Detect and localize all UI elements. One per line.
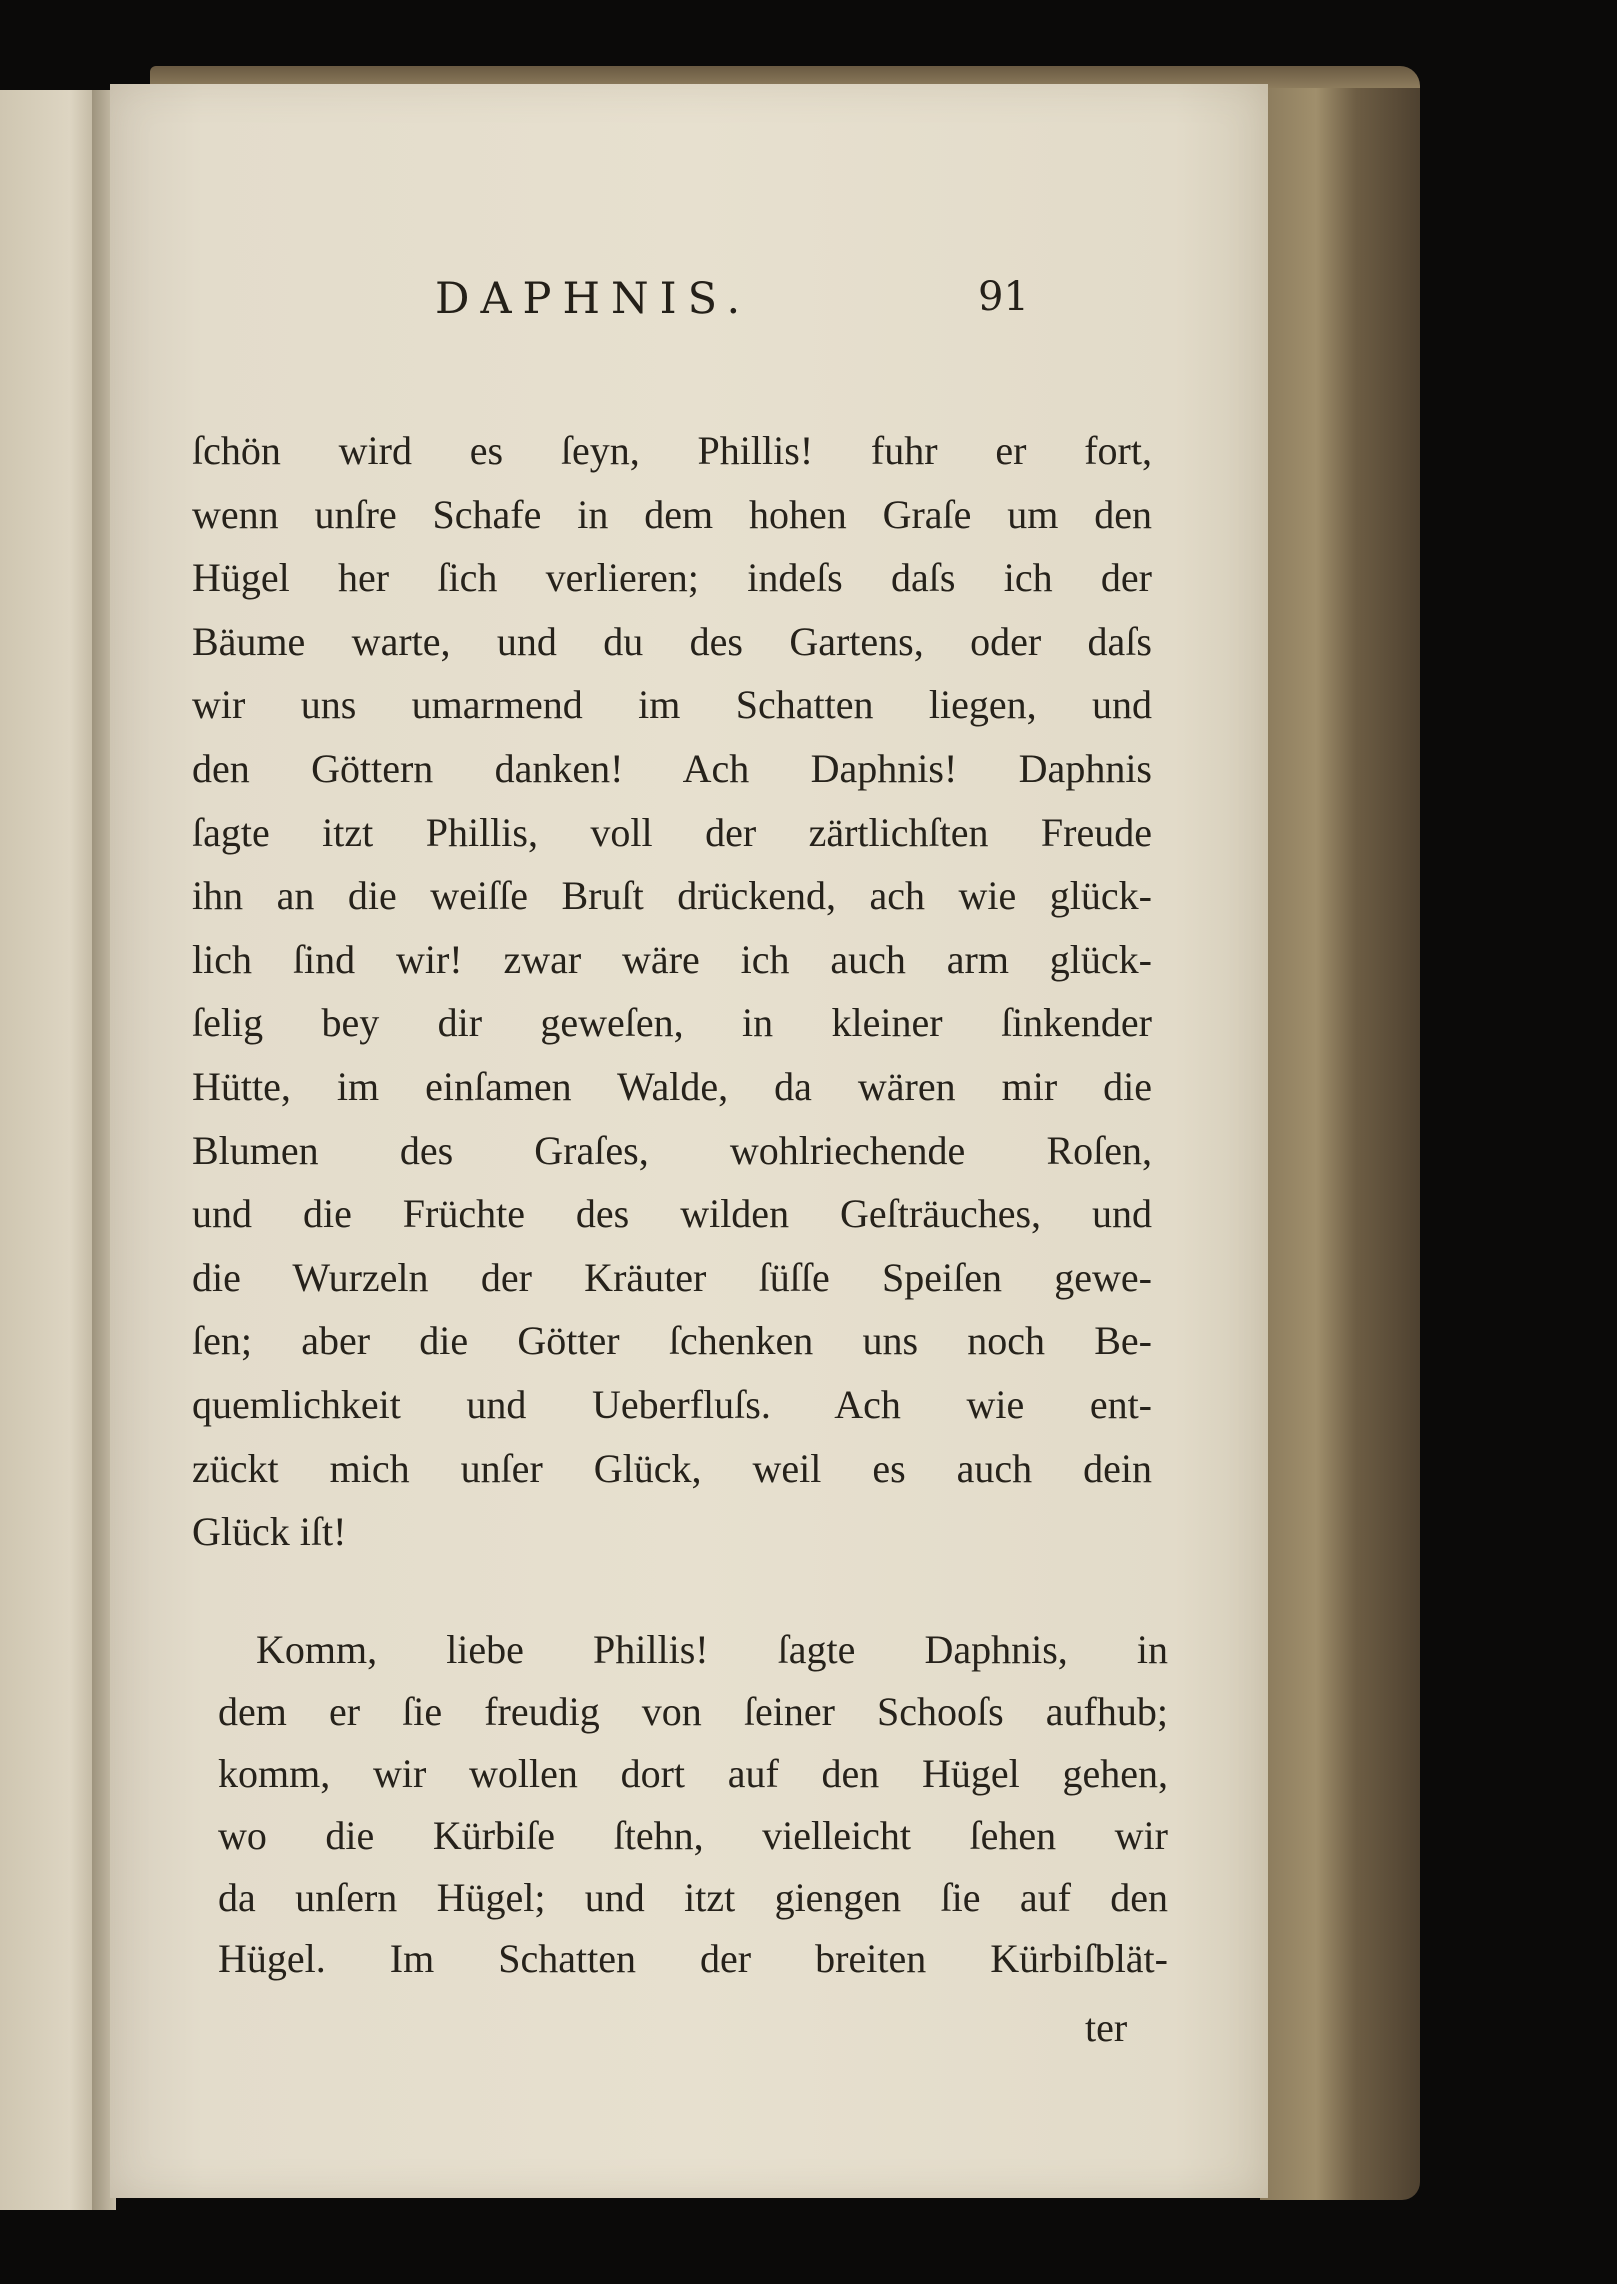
text-line: Bäume warte, und du des Gartens, oder daſs: [192, 618, 1152, 664]
running-title: DAPHNIS.: [435, 274, 752, 324]
text-line: lich ſind wir! zwar wäre ich auch arm glück-: [192, 936, 1152, 982]
text-line: quemlichkeit und Ueberfluſs. Ach wie ent-: [192, 1381, 1152, 1427]
text-line: ſchön wird es ſeyn, Phillis! fuhr er fort,: [192, 428, 1152, 473]
catchword: ter: [1085, 2005, 1128, 2050]
text-line: zückt mich unſer Glück, weil es auch dein: [192, 1445, 1152, 1491]
previous-page-edge: [0, 90, 100, 2210]
text-line: da unſern Hügel; und itzt giengen ſie auf den: [218, 1874, 1168, 1920]
book-fore-edge: [1260, 70, 1420, 2200]
text-line: ſagte itzt Phillis, voll der zärtlichſten Freude: [192, 809, 1152, 855]
text-line: ſelig bey dir geweſen, in kleiner ſinkender: [192, 1000, 1152, 1046]
text-line: Hügel her ſich verlieren; indeſs daſs ich der: [192, 555, 1152, 601]
text-line: ihn an die weiſſe Bruſt drückend, ach wie glück-: [192, 873, 1152, 919]
book-page-91: [110, 84, 1268, 2198]
paragraph-1: [192, 419, 1152, 1564]
page-number: 91: [978, 274, 1029, 320]
text-line: Komm, liebe Phillis! ſagte Daphnis, in: [256, 1627, 1168, 1672]
text-line: wir uns umarmend im Schatten liegen, und: [192, 682, 1152, 728]
text-line: wo die Kürbiſe ſtehn, vielleicht ſehen wir: [218, 1812, 1168, 1858]
text-line: Hügel. Im Schatten der breiten Kürbiſblät-: [218, 1936, 1168, 1982]
text-line: wenn unſre Schafe in dem hohen Graſe um den: [192, 491, 1152, 537]
text-line: ſen; aber die Götter ſchenken uns noch Be-: [192, 1318, 1152, 1364]
running-head: [110, 274, 1268, 344]
text-line: und die Früchte des wilden Geſträuches, und: [192, 1191, 1152, 1237]
text-line: die Wurzeln der Kräuter ſüſſe Speiſen gewe-: [192, 1254, 1152, 1300]
text-line: den Göttern danken! Ach Daphnis! Daphnis: [192, 745, 1152, 791]
text-line: komm, wir wollen dort auf den Hügel gehen,: [218, 1750, 1168, 1796]
text-line: Glück iſt!: [192, 1509, 347, 1555]
paragraph-2: [218, 1619, 1168, 1990]
text-line: Hütte, im einſamen Walde, da wären mir die: [192, 1063, 1152, 1109]
text-line: dem er ſie freudig von ſeiner Schooſs aufhub;: [218, 1688, 1168, 1734]
text-line: Blumen des Graſes, wohlriechende Roſen,: [192, 1127, 1152, 1173]
